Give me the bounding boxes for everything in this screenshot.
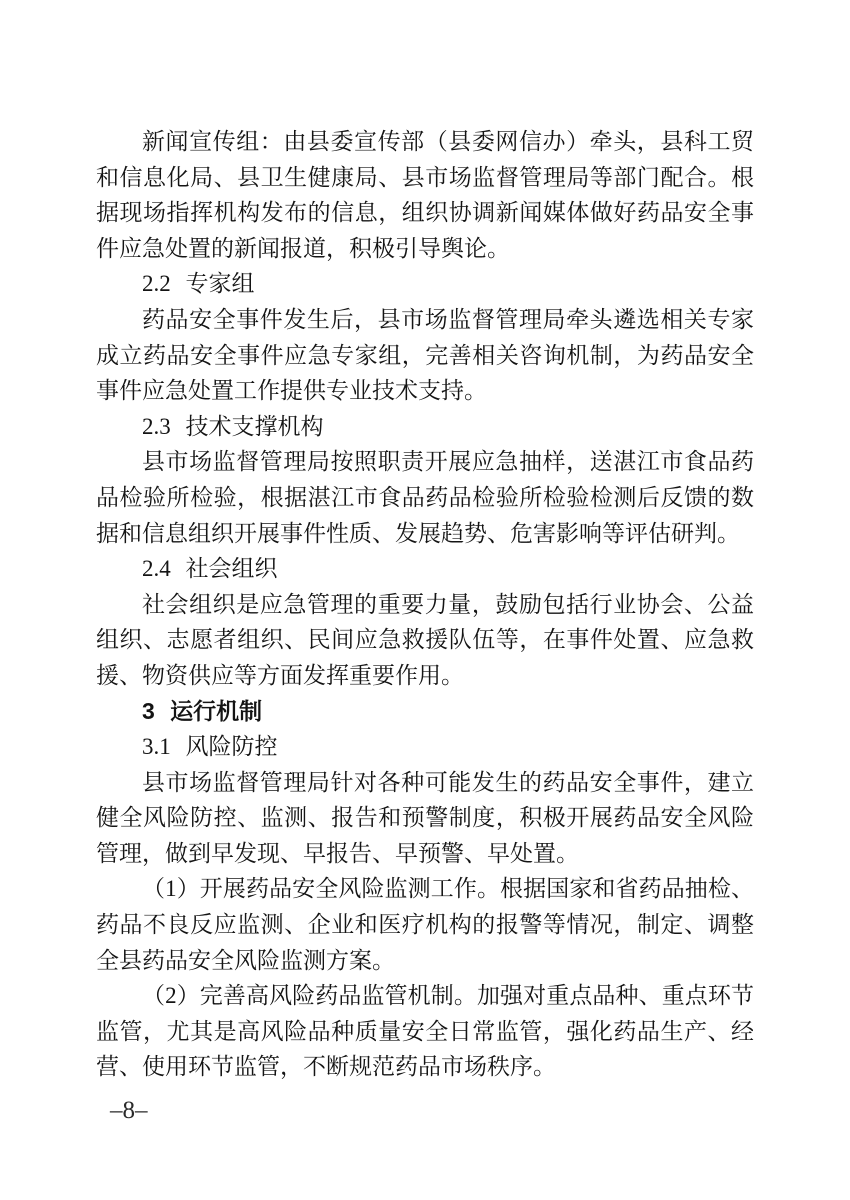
- chapter-heading-3: 3 运行机制: [142, 697, 263, 724]
- paragraph-technical-support: 县市场监督管理局按照职责开展应急抽样，送湛江市食品药品检验所检验，根据湛江市食品药品检验所检验检测后反馈的数据和信息组织开展事件性质、发展趋势、危害影响等评估研判。: [96, 449, 754, 546]
- paragraph-social-organizations: 社会组织是应急管理的重要力量，鼓励包括行业协会、公益组织、志愿者组织、民间应急救援队伍等，在事件处置、应急救援、物资供应等方面发挥重要作用。: [96, 591, 754, 688]
- section-heading-2-3: 2.3 技术支撑机构: [142, 413, 324, 439]
- section-heading-2-2: 2.2 专家组: [142, 271, 255, 297]
- paragraph-news-publicity-group: 新闻宣传组：由县委宣传部（县委网信办）牵头，县科工贸和信息化局、县卫生健康局、县市场监督管理局等部门配合。根据现场指挥机构发布的信息，组织协调新闻媒体做好药品安全事件应急处置的新闻报道，积极引导舆论。: [96, 129, 754, 261]
- paragraph-high-risk-supervision-item-2: （2）完善高风险药品监管机制。加强对重点品种、重点环节监管，尤其是高风险品种质量安全日常监管，强化药品生产、经营、使用环节监管，不断规范药品市场秩序。: [96, 983, 754, 1080]
- paragraph-risk-prevention: 县市场监督管理局针对各种可能发生的药品安全事件，建立健全风险防控、监测、报告和预警制度，积极开展药品安全风险管理，做到早发现、早报告、早预警、早处置。: [96, 769, 754, 866]
- section-heading-3-1: 3.1 风险防控: [142, 734, 278, 760]
- page-number: –8–: [110, 1097, 148, 1124]
- paragraph-expert-group: 药品安全事件发生后，县市场监督管理局牵头遴选相关专家成立药品安全事件应急专家组，完善相关咨询机制，为药品安全事件应急处置工作提供专业技术支持。: [96, 306, 754, 404]
- document-body: [96, 124, 754, 1085]
- section-heading-2-4: 2.4 社会组织: [142, 556, 278, 582]
- paragraph-risk-monitoring-item-1: （1）开展药品安全风险监测工作。根据国家和省药品抽检、药品不良反应监测、企业和医疗机构的报警等情况，制定、调整全县药品安全风险监测方案。: [96, 876, 754, 973]
